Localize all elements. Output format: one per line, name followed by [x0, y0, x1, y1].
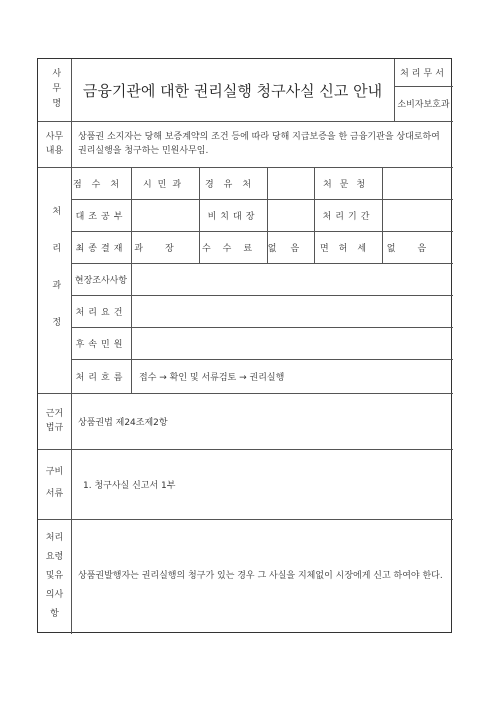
final-approval-value: 과장: [134, 243, 196, 254]
divider: [394, 86, 453, 87]
divider: [267, 167, 268, 263]
register-label: 비치대장: [207, 211, 259, 222]
fee-label: 수수료: [201, 243, 265, 254]
dept-value: 소비자보호과: [397, 100, 450, 110]
reference-ledger-label: 대조공부: [75, 211, 127, 222]
final-approval-label: 최종결재: [75, 243, 127, 254]
via-office-label: 경유처: [204, 179, 262, 190]
guide-form: [37, 58, 452, 633]
field-inspection-label: 현장조사사항: [74, 275, 128, 286]
description-text: 상품권 소지자는 당해 보증계약의 조건 등에 따라 당해 지급보증을 한 금융기관을 상대로하여 권리실행을 청구하는 민원사무임.: [78, 131, 440, 156]
notes-label: 처리요령및유의사항: [45, 533, 64, 619]
dept-label: 처리무서: [400, 69, 447, 79]
flow-value: 접수 → 확인 및 서류검토 → 권리실행: [139, 372, 285, 383]
receiving-office-label: 점수처: [72, 179, 130, 190]
license-tax-label: 면허세: [319, 243, 377, 254]
notes-value: 상품권발행자는 권리실행의 청구가 있는 경우 그 사실을 지체없이 시장에게 신고 하여야 한다.: [78, 570, 443, 581]
divider: [71, 263, 453, 264]
license-tax-value: 없음: [386, 243, 449, 254]
required-documents-label: 구비서류: [45, 467, 64, 499]
via-office-value: [267, 167, 314, 199]
divider: [199, 167, 200, 263]
legal-basis-label: 근거법규: [45, 408, 64, 433]
fee-value: 없음: [267, 243, 314, 254]
follow-up-label: 후속민원: [75, 339, 127, 350]
handling-office-value: [382, 167, 453, 199]
divider: [71, 231, 453, 232]
legal-basis-value: 상품권법 제24조제2항: [78, 417, 168, 428]
flow-label: 처리흐름: [75, 372, 127, 383]
divider: [131, 167, 132, 393]
required-documents-value: 1. 청구사실 신고서 1부: [83, 480, 176, 491]
processing-period-value: [382, 199, 453, 231]
handling-office-label: 처문청: [322, 179, 374, 190]
conditions-label: 처리요건: [75, 307, 127, 318]
receiving-office-value: 시민과: [142, 179, 188, 190]
processing-period-label: 처리기간: [322, 211, 374, 222]
office-name-label: 사무명: [50, 67, 61, 113]
divider: [71, 359, 453, 360]
divider: [71, 295, 453, 296]
page-title: 금융기관에 대한 권리실행 청구사실 신고 안내: [82, 81, 383, 100]
reference-ledger-value: [131, 199, 199, 231]
divider: [71, 327, 453, 328]
divider: [382, 167, 383, 263]
register-value: [267, 199, 314, 231]
description-label: 사무내용: [45, 131, 64, 156]
process-label: 처리과정: [50, 206, 61, 354]
divider: [71, 199, 453, 200]
divider: [394, 59, 395, 121]
divider: [314, 167, 315, 263]
